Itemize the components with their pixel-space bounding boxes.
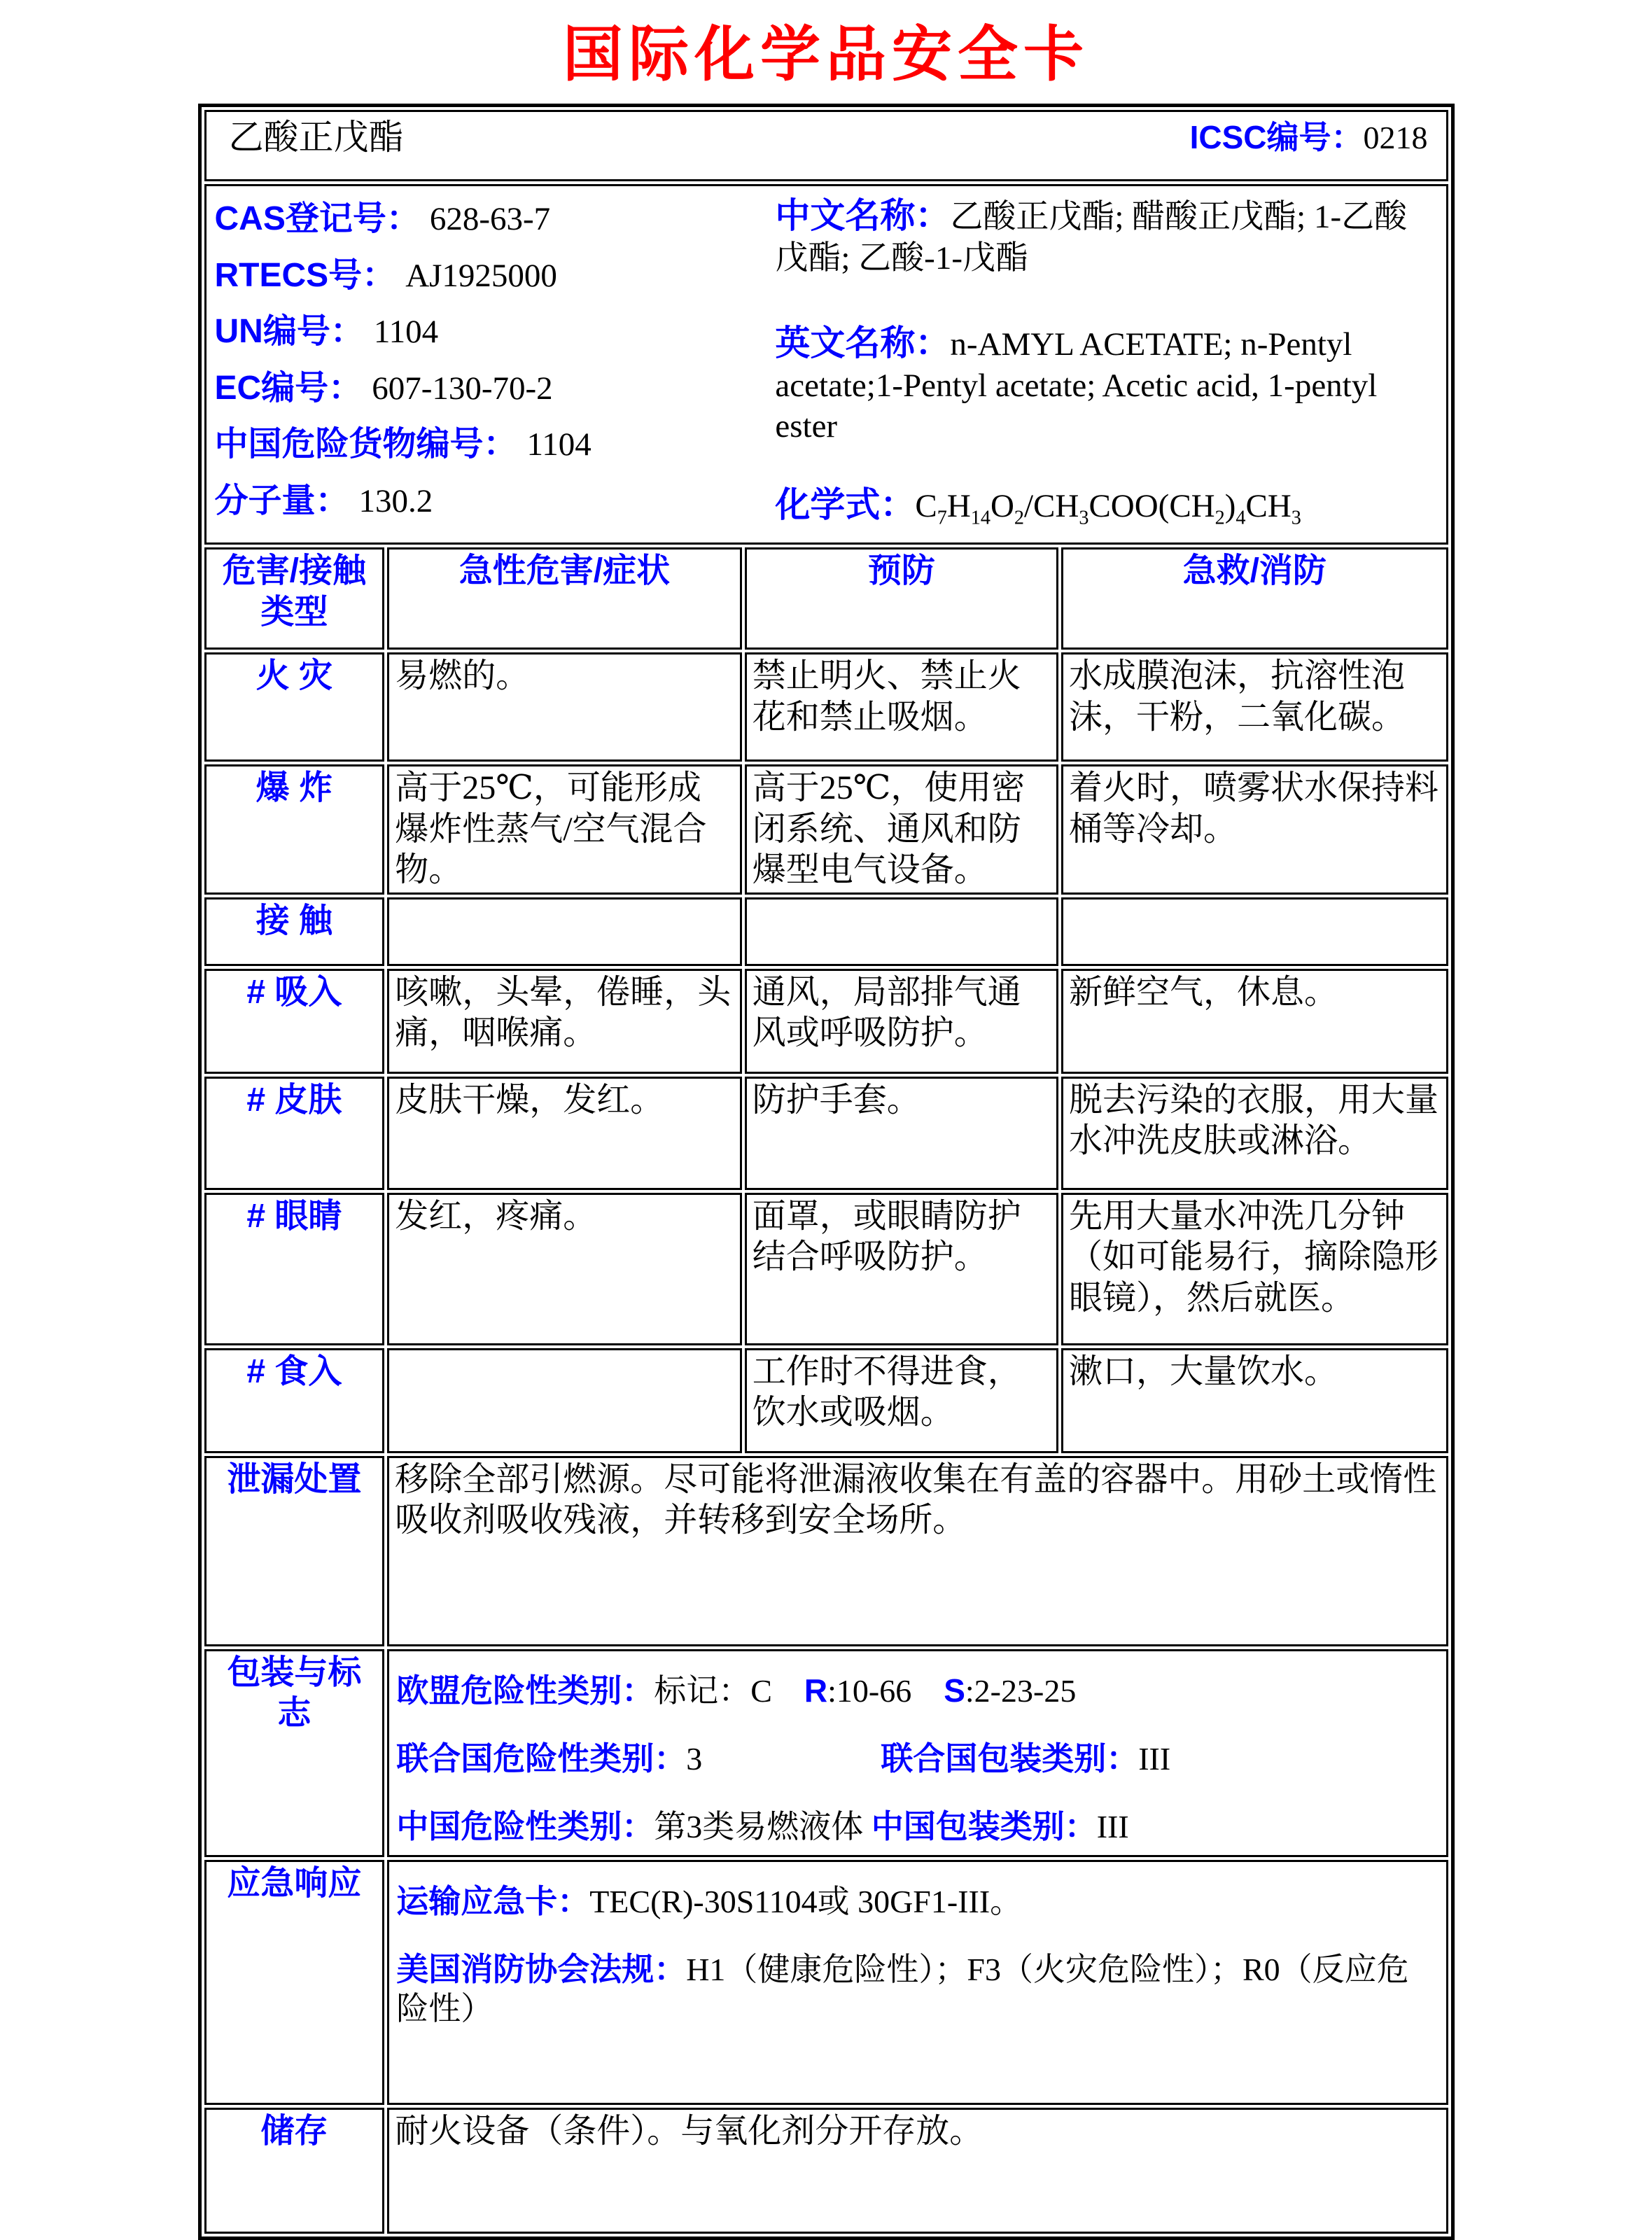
text-segment: H (946, 487, 971, 524)
col-header-prevention: 预防 (745, 547, 1058, 650)
icsc-number-group (1190, 118, 1428, 158)
un-label: UN编号： (214, 313, 364, 351)
packaging-row (204, 1649, 1448, 1857)
nfpa-code-line (396, 1949, 1440, 2029)
hazard-type-explosion: 爆 炸 (204, 764, 385, 895)
hazard-row-skin (204, 1077, 1448, 1190)
rtecs-label: RTECS号： (214, 256, 396, 294)
text-segment: 7 (937, 507, 947, 529)
packaging-label: 包装与标志 (204, 1649, 385, 1857)
hazard-type-contact: 接 触 (204, 897, 385, 966)
col-header-first-aid: 急救/消防 (1061, 547, 1448, 650)
text-segment: COO(CH (1088, 487, 1215, 524)
text-segment: 3 (1079, 507, 1089, 529)
text-segment: CH (1245, 487, 1292, 524)
icsc-label: ICSC编号： (1189, 118, 1364, 155)
text-segment: 3 (686, 1741, 703, 1777)
prevention-skin: 防护手套。 (745, 1077, 1058, 1190)
prevention-ingestion: 工作时不得进食，饮水或吸烟。 (745, 1348, 1058, 1453)
hazard-type-fire: 火 灾 (204, 652, 385, 762)
text-segment: C (915, 487, 937, 524)
text-segment: O (990, 487, 1014, 524)
symptoms-skin: 皮肤干燥，发红。 (387, 1077, 742, 1190)
spill-disposal-row (204, 1456, 1448, 1646)
emergency-response-label: 应急响应 (204, 1860, 385, 2105)
prevention-explosion: 高于25℃，使用密闭系统、通风和防爆型电气设备。 (745, 764, 1058, 895)
chinese-name-label: 中文名称： (775, 196, 951, 235)
prevention-eyes: 面罩，或眼睛防护结合呼吸防护。 (745, 1193, 1058, 1345)
hazard-type-eyes: # 眼睛 (204, 1193, 385, 1345)
formula-block (775, 484, 1433, 531)
symptoms-ingestion (387, 1348, 742, 1453)
text-segment: 2 (1014, 507, 1024, 529)
text-segment: 标记：C (654, 1672, 804, 1709)
symptoms-explosion: 高于25℃，可能形成爆炸性蒸气/空气混合物。 (387, 764, 742, 895)
hazard-row-eyes (204, 1193, 1448, 1345)
identification-cell (204, 184, 1448, 545)
english-name-value: n-AMYL ACETATE; n-Pentyl acetate;1-Pentyl acetate; Acetic acid, 1-pentyl ester (775, 326, 1378, 445)
page-title: 国际化学品安全卡 (563, 21, 1089, 88)
transport-emergency-card-line (396, 1882, 1440, 1921)
text-segment: III (1096, 1809, 1129, 1845)
english-name-label: 英文名称： (775, 323, 951, 363)
hazard-row-contact (204, 897, 1448, 966)
substance-name: 乙酸正戊酯 (228, 118, 404, 157)
identification-row (204, 184, 1448, 545)
hazard-row-fire (204, 652, 1448, 762)
formula-label: 化学式： (775, 484, 916, 524)
column-header-row (204, 547, 1448, 650)
text-segment: 美国消防协会法规： (396, 1951, 687, 1988)
col-header-symptoms: 急性危害/症状 (387, 547, 742, 650)
safety-card-table (198, 104, 1455, 2240)
molecular-weight-label: 分子量： (214, 482, 349, 519)
first-aid-eyes: 先用大量水冲洗几分钟（如可能易行，摘除隐形眼镜），然后就医。 (1061, 1193, 1448, 1345)
prevention-fire: 禁止明火、禁止火花和禁止吸烟。 (745, 652, 1058, 762)
text-segment: 联合国包装类别： (881, 1740, 1139, 1777)
text-segment: 14 (970, 507, 990, 529)
text-segment: ) (1224, 487, 1236, 524)
spill-disposal-label: 泄漏处置 (204, 1456, 385, 1646)
text-segment: S (944, 1672, 965, 1709)
un-value: 1104 (373, 314, 439, 351)
text-segment: 2 (1214, 507, 1225, 529)
ec-label: EC编号： (214, 369, 363, 407)
symptoms-eyes: 发红，疼痛。 (387, 1193, 742, 1345)
formula-value (915, 487, 1301, 529)
ec-value: 607-130-70-2 (372, 370, 553, 407)
text-segment: 第3类易燃液体 (654, 1809, 872, 1845)
cas-label: CAS登记号： (214, 200, 420, 237)
text-segment: 联合国危险性类别： (396, 1740, 687, 1777)
first-aid-inhalation: 新鲜空气，休息。 (1061, 969, 1448, 1074)
packaging-content (387, 1649, 1448, 1857)
hazard-row-inhalation (204, 969, 1448, 1074)
eu-hazard-class-line (396, 1671, 1440, 1711)
chinese-name-block (775, 195, 1433, 279)
emergency-response-content (387, 1860, 1448, 2105)
hazard-row-explosion (204, 764, 1448, 895)
english-name-block (775, 322, 1433, 447)
cas-number-line (215, 199, 776, 240)
rtecs-number-line (215, 255, 776, 297)
hazard-type-inhalation: # 吸入 (204, 969, 385, 1074)
text-segment: 运输应急卡： (396, 1883, 590, 1920)
text-segment: :10-66 (827, 1672, 944, 1709)
symptoms-inhalation: 咳嗽，头晕，倦睡，头痛，咽喉痛。 (387, 969, 742, 1074)
text-segment: 中国包装类别： (871, 1808, 1097, 1845)
text-segment: III (1138, 1741, 1171, 1777)
hazard-type-ingestion: # 食入 (204, 1348, 385, 1453)
storage-row (204, 2108, 1448, 2234)
title-row (204, 110, 1448, 181)
hazard-row-ingestion (204, 1348, 1448, 1453)
molecular-weight-line (215, 481, 776, 522)
text-segment: R (804, 1672, 828, 1709)
text-segment: H1（健康危险性）；F3（火灾危险性）；R0（反应危险性） (396, 1952, 1409, 2027)
storage-label: 储存 (204, 2108, 385, 2234)
molecular-weight-value: 130.2 (358, 482, 433, 519)
symptoms-fire: 易燃的。 (387, 652, 742, 762)
text-segment: 欧盟危险性类别： (396, 1672, 654, 1709)
cas-value: 628-63-7 (429, 201, 551, 237)
text-segment: TEC(R)-30S1104或 30GF1-III。 (589, 1884, 1023, 1920)
china-dg-label: 中国危险货物编号： (214, 426, 517, 463)
spill-disposal-text: 移除全部引燃源。尽可能将泄漏液收集在有盖的容器中。用砂土或惰性吸收剂吸收残液，并转移到安全场所。 (387, 1456, 1448, 1646)
un-number-line (215, 312, 776, 353)
symptoms-contact (387, 897, 742, 966)
un-hazard-class-line (396, 1739, 1440, 1779)
first-aid-explosion: 着火时，喷雾状水保持料桶等冷却。 (1061, 764, 1448, 895)
text-segment: 4 (1236, 507, 1246, 529)
china-hazard-class-line (396, 1807, 1440, 1847)
rtecs-value: AJ1925000 (405, 257, 557, 294)
title-cell (204, 110, 1448, 181)
text-segment: 3 (1291, 507, 1301, 529)
col-header-hazard-type: 危害/接触类型 (204, 547, 385, 650)
first-aid-contact (1061, 897, 1448, 966)
icsc-number: 0218 (1363, 119, 1428, 155)
hazard-type-skin: # 皮肤 (204, 1077, 385, 1190)
first-aid-skin: 脱去污染的衣服，用大量水冲洗皮肤或淋浴。 (1061, 1077, 1448, 1190)
chinese-name-value: 乙酸正戊酯; 醋酸正戊酯; 1-乙酸戊酯; 乙酸-1-戊酯 (775, 199, 1408, 276)
emergency-response-row (204, 1860, 1448, 2105)
ec-number-line (215, 368, 776, 410)
text-segment: 中国危险性类别： (396, 1808, 654, 1845)
text-segment: :2-23-25 (965, 1672, 1077, 1709)
first-aid-fire: 水成膜泡沫，抗溶性泡沫，干粉，二氧化碳。 (1061, 652, 1448, 762)
china-dg-number-line (215, 424, 776, 465)
prevention-contact (745, 897, 1058, 966)
registry-numbers (215, 192, 776, 537)
substance-names (775, 192, 1437, 537)
first-aid-ingestion: 漱口，大量饮水。 (1061, 1348, 1448, 1453)
storage-text: 耐火设备（条件）。与氧化剂分开存放。 (387, 2108, 1448, 2234)
prevention-inhalation: 通风，局部排气通风或呼吸防护。 (745, 969, 1058, 1074)
china-dg-value: 1104 (526, 426, 592, 463)
text-segment: /CH (1024, 487, 1079, 524)
